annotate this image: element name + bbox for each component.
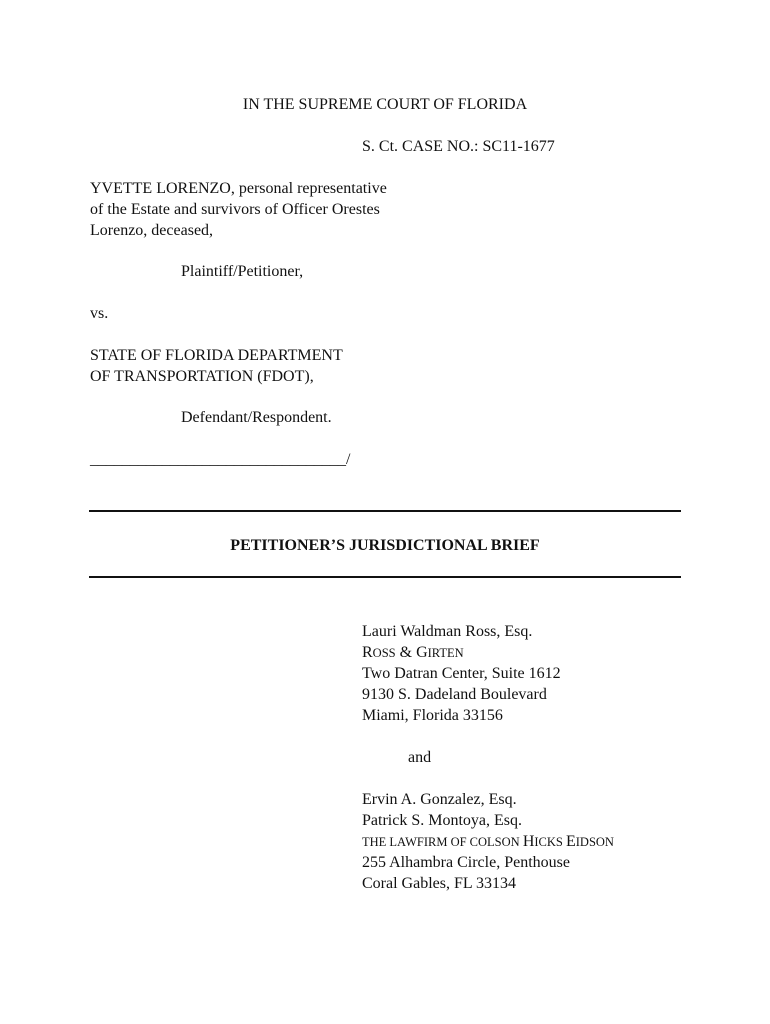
firm-smallcaps: IRTEN <box>427 646 464 660</box>
firm-smallcaps: THE LAWFIRM OF COLSON <box>362 835 523 849</box>
plaintiff-line: of the Estate and survivors of Officer Orestes <box>90 201 380 218</box>
firm-name <box>362 642 614 663</box>
defendant-role: Defendant/Respondent. <box>181 409 332 426</box>
firm-initial: R <box>362 644 373 661</box>
firm-address-line: 9130 S. Dadeland Boulevard <box>362 686 547 703</box>
attorney-name: Lauri Waldman Ross, Esq. <box>362 623 533 640</box>
counsel-block <box>362 621 614 894</box>
firm-initial: H <box>522 833 535 850</box>
title-bottom-rule <box>89 576 681 578</box>
plaintiff-name-block <box>90 178 387 241</box>
firm-initial: G <box>416 644 428 661</box>
defendant-line: OF TRANSPORTATION (FDOT), <box>90 368 314 385</box>
attorney-name: Patrick S. Montoya, Esq. <box>362 812 522 829</box>
firm-smallcaps: ICKS <box>534 835 566 849</box>
firm-initial: E <box>565 833 576 850</box>
firm-smallcaps: IDSON <box>575 835 614 849</box>
caption-signature-line: ________________________________/ <box>90 451 351 468</box>
firm-ampersand: & <box>395 644 417 661</box>
conjunction: and <box>408 749 432 766</box>
blank-line <box>362 726 614 747</box>
versus-label: vs. <box>90 305 109 322</box>
firm-address-line: Two Datran Center, Suite 1612 <box>362 665 561 682</box>
defendant-line: STATE OF FLORIDA DEPARTMENT <box>90 347 343 364</box>
blank-line <box>362 768 614 789</box>
court-heading: IN THE SUPREME COURT OF FLORIDA <box>242 96 528 113</box>
plaintiff-role: Plaintiff/Petitioner, <box>181 263 304 280</box>
plaintiff-line: Lorenzo, deceased, <box>90 222 214 239</box>
attorney-name: Ervin A. Gonzalez, Esq. <box>362 791 517 808</box>
brief-title: PETITIONER’S JURISDICTIONAL BRIEF <box>230 537 540 554</box>
firm-name <box>362 831 614 852</box>
firm-address-line: Miami, Florida 33156 <box>362 707 503 724</box>
title-top-rule <box>89 510 681 512</box>
plaintiff-line: YVETTE LORENZO, personal representative <box>90 180 387 197</box>
case-number: S. Ct. CASE NO.: SC11-1677 <box>362 138 555 155</box>
firm-address-line: Coral Gables, FL 33134 <box>362 875 517 892</box>
defendant-name-block <box>90 345 343 387</box>
firm-smallcaps: OSS <box>372 646 396 660</box>
firm-address-line: 255 Alhambra Circle, Penthouse <box>362 854 570 871</box>
